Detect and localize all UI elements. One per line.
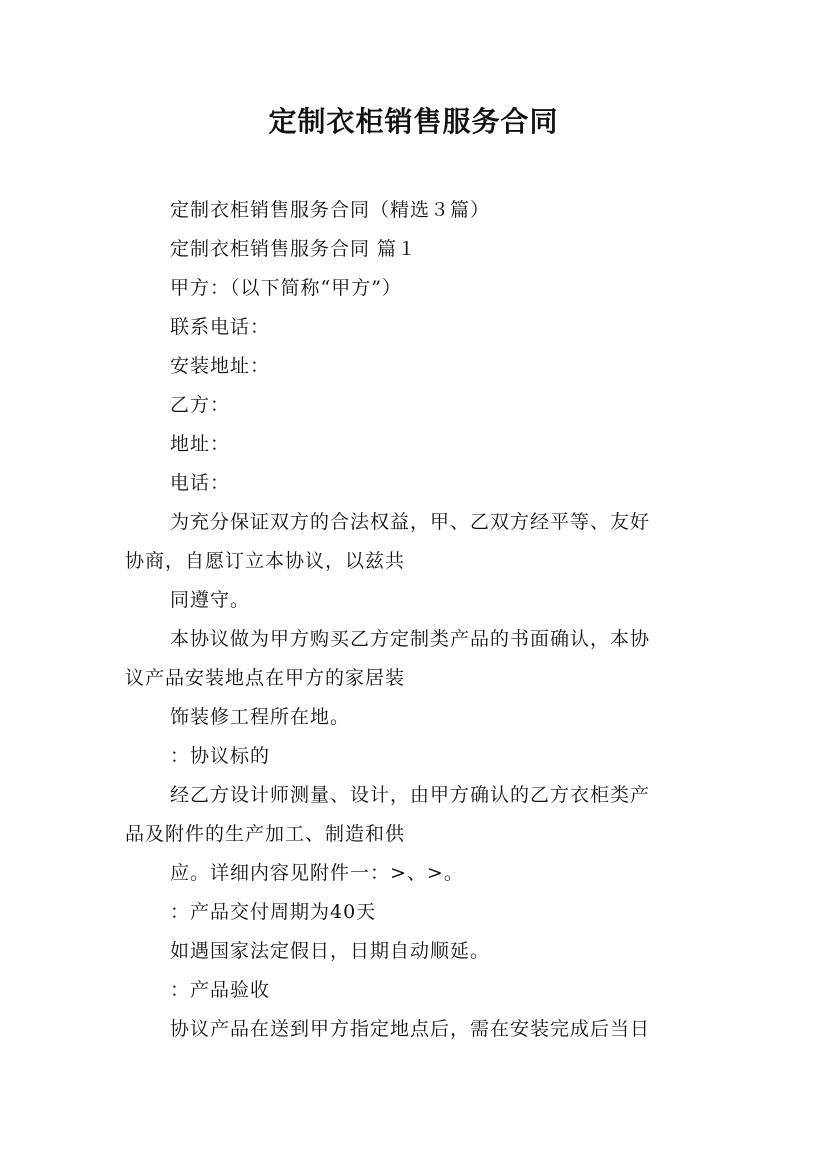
text-line: 同遵守。 [170,589,251,611]
text-line: 应。详细内容见附件一：>、>。 [170,862,464,884]
text-line: ：产品交付周期为40天 [170,901,377,923]
text-line: 地址： [170,433,231,455]
text-line: 电话： [170,472,231,494]
text-line: 议产品安装地点在甲方的家居装 [125,667,406,689]
text-line: 安装地址： [170,355,271,377]
text-line: 定制衣柜销售服务合同 篇１ [170,238,418,260]
text-line: 联系电话： [170,316,271,338]
text-line: 协商，自愿订立本协议，以兹共 [125,550,406,572]
text-line: 协议产品在送到甲方指定地点后，需在安装完成后当日 [170,1018,651,1040]
text-line: 经乙方设计师测量、设计，由甲方确认的乙方衣柜类产 [170,784,651,806]
text-line: 定制衣柜销售服务合同（精选３篇） [170,199,491,221]
text-line: 乙方： [170,394,231,416]
text-line: 甲方：（以下简称“甲方”） [170,277,402,299]
text-line: 如遇国家法定假日，日期自动顺延。 [170,940,491,962]
text-line: 品及附件的生产加工、制造和供 [125,823,406,845]
text-line: ：协议标的 [170,745,271,767]
document-title: 定制衣柜销售服务合同 [268,105,559,138]
text-line: 饰装修工程所在地。 [170,706,351,728]
text-line: 本协议做为甲方购买乙方定制类产品的书面确认，本协 [170,628,651,650]
text-line: 为充分保证双方的合法权益，甲、乙双方经平等、友好 [170,511,651,533]
text-line: ：产品验收 [170,979,271,1001]
